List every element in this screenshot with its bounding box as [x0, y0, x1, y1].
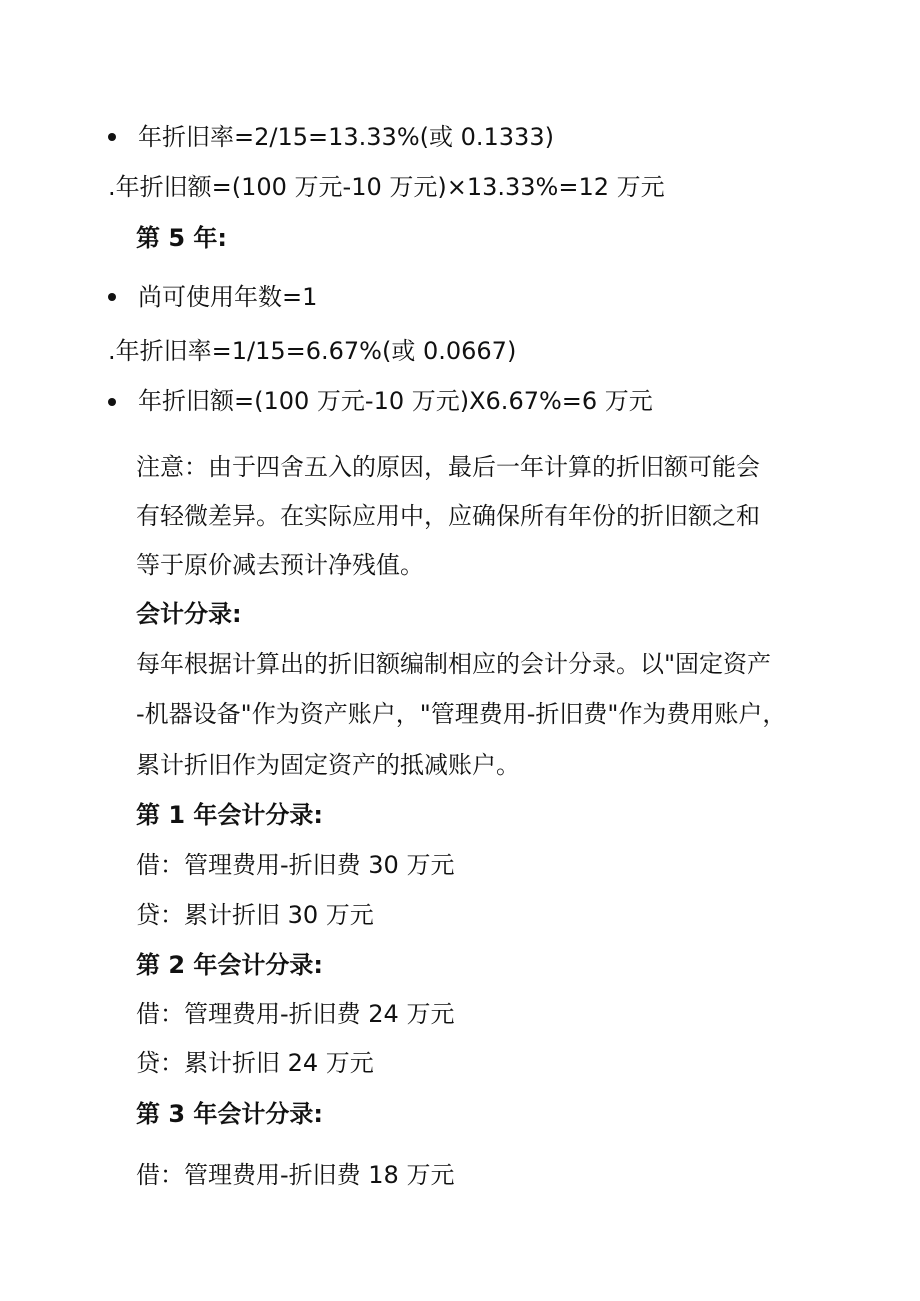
year2-entry-heading: 第 2 年会计分录:	[136, 951, 324, 979]
year5-amount: 年折旧额=(100 万元-10 万元)X6.67%=6 万元	[138, 387, 653, 415]
year1-entry-heading: 第 1 年会计分录:	[136, 801, 324, 829]
year5-heading: 第 5 年:	[136, 224, 228, 252]
bullet-icon	[108, 133, 116, 141]
accounting-desc-line-3: 累计折旧作为固定资产的抵减账户。	[136, 751, 520, 779]
accounting-desc-line-2: -机器设备"作为资产账户，"管理费用-折旧费"作为费用账户，	[136, 700, 787, 728]
year1-credit: 贷：累计折旧 30 万元	[136, 901, 374, 929]
year1-debit: 借：管理费用-折旧费 30 万元	[136, 851, 455, 879]
year4-amount: .年折旧额=(100 万元-10 万元)×13.33%=12 万元	[108, 173, 665, 201]
accounting-desc-line-1: 每年根据计算出的折旧额编制相应的会计分录。以"固定资产	[136, 650, 772, 678]
year3-entry-heading: 第 3 年会计分录:	[136, 1100, 324, 1128]
year2-debit: 借：管理费用-折旧费 24 万元	[136, 1000, 455, 1028]
year2-credit: 贷：累计折旧 24 万元	[136, 1049, 374, 1077]
bullet-icon	[108, 398, 116, 406]
year3-debit: 借：管理费用-折旧费 18 万元	[136, 1161, 455, 1189]
remaining-years: 尚可使用年数=1	[138, 283, 318, 311]
year4-rate: 年折旧率=2/15=13.33%(或 0.1333)	[138, 123, 554, 151]
accounting-heading: 会计分录:	[136, 600, 242, 628]
note-line-2: 有轻微差异。在实际应用中，应确保所有年份的折旧额之和	[136, 502, 760, 530]
bullet-icon	[108, 293, 116, 301]
note-line-1: 注意：由于四舍五入的原因，最后一年计算的折旧额可能会	[136, 453, 760, 481]
note-line-3: 等于原价减去预计净残值。	[136, 551, 424, 579]
year5-rate: .年折旧率=1/15=6.67%(或 0.0667)	[108, 337, 517, 365]
